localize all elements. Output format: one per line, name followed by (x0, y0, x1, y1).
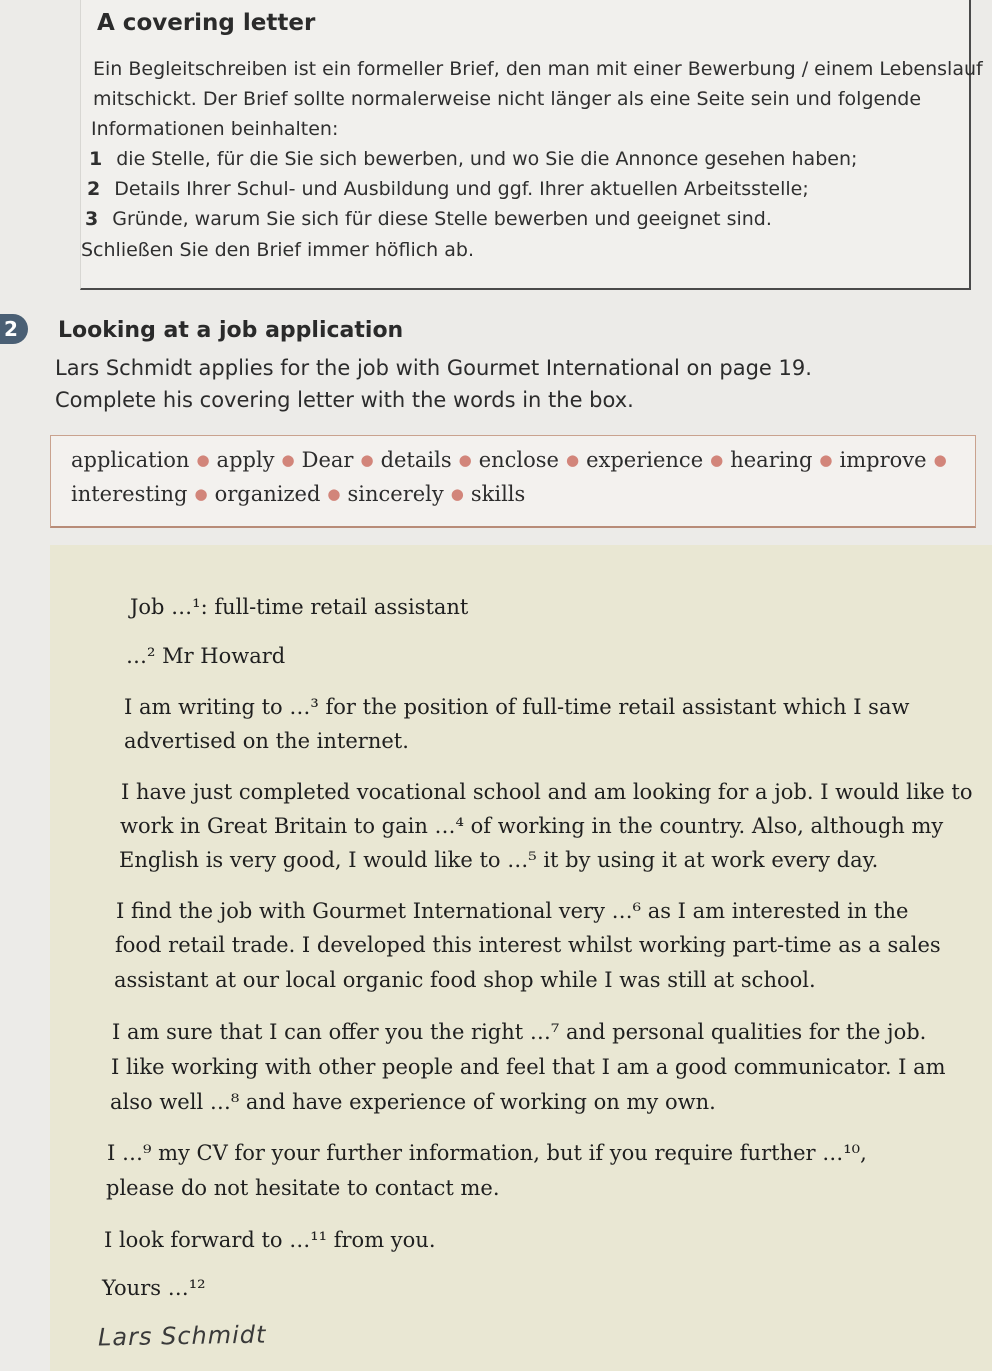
letter-sign-off: Yours …¹² (102, 1276, 206, 1300)
letter-paragraph-line: also well …⁸ and have experience of working on my own. (110, 1090, 716, 1114)
bullet-icon: ● (458, 451, 472, 469)
bullet-icon: ● (360, 451, 374, 469)
word-box (50, 435, 976, 528)
bullet-icon: ● (196, 451, 210, 469)
exercise-number-badge: 2 (0, 314, 28, 344)
exercise-instruction: Lars Schmidt applies for the job with Gourmet International on page 19. Complete his covering letter with the words in the box. (55, 356, 812, 412)
info-intro-line: Informationen beinhalten: (91, 118, 339, 140)
word-item: organized (214, 482, 321, 506)
info-item-number: 1 (89, 148, 103, 170)
word-item: interesting (71, 482, 188, 506)
letter-paragraph-line: food retail trade. I developed this interest whilst working part-time as a sales (115, 933, 941, 957)
info-intro-line: Ein Begleitschreiben ist ein formeller Brief, den man mit einer Bewerbung / einem Lebenslauf (93, 58, 983, 80)
letter-closing-line: I look forward to …¹¹ from you. (104, 1228, 436, 1252)
letter-paragraph-line: advertised on the internet. (124, 729, 409, 753)
letter-paragraph-line: please do not hesitate to contact me. (106, 1176, 500, 1200)
letter-paragraph-line: English is very good, I would like to …⁵ it by using it at work every day. (119, 848, 879, 872)
bullet-icon: ● (194, 485, 208, 503)
info-item-number: 3 (85, 208, 99, 230)
bullet-icon: ● (565, 451, 580, 469)
letter-salutation: …² Mr Howard (126, 644, 286, 668)
letter-paragraph-line: I am sure that I can offer you the right …⁷ and personal qualities for the job. (112, 1020, 927, 1044)
letter-paragraph-line: work in Great Britain to gain …⁴ of working in the country. Also, although my (120, 814, 944, 838)
bullet-icon: ● (933, 451, 947, 469)
letter-paragraph-line: I …⁹ my CV for your further information, but if you require further …¹⁰, (107, 1141, 867, 1165)
info-item-text: die Stelle, für die Sie sich bewerben, und wo Sie die Annonce gesehen haben; (116, 148, 858, 170)
info-item-1 (89, 148, 857, 170)
word-item: improve (839, 448, 927, 472)
info-item-text: Gründe, warum Sie sich für diese Stelle bewerben und geeignet sind. (112, 208, 772, 230)
bullet-icon: ● (281, 451, 295, 469)
bullet-icon: ● (327, 485, 341, 503)
bullet-icon: ● (710, 451, 724, 469)
word-item: enclose (478, 448, 559, 472)
exercise-title: Looking at a job application (58, 318, 404, 343)
letter-paragraph-line: I like working with other people and feel that I am a good communicator. I am (111, 1055, 946, 1079)
word-item: application (71, 448, 190, 472)
info-title: A covering letter (97, 10, 316, 36)
signature: Lars Schmidt (97, 1320, 267, 1352)
info-item-2 (87, 178, 809, 200)
letter-paragraph-line: I find the job with Gourmet International very …⁶ as I am interested in the (116, 899, 909, 923)
word-item: skills (470, 482, 526, 506)
info-item-number: 2 (87, 178, 101, 200)
info-item-text: Details Ihrer Schul- und Ausbildung und ggf. Ihrer aktuellen Arbeitsstelle; (114, 178, 809, 200)
bullet-icon: ● (450, 485, 464, 503)
info-closing: Schließen Sie den Brief immer höflich ab. (81, 239, 474, 261)
word-row-1 (71, 448, 954, 472)
word-row-2 (71, 482, 525, 506)
letter-paragraph-line: I am writing to …³ for the position of full-time retail assistant which I saw (124, 695, 910, 719)
word-item: details (380, 448, 452, 472)
word-item: sincerely (347, 482, 444, 506)
info-intro-line: mitschickt. Der Brief sollte normalerweise nicht länger als eine Seite sein und folgende (93, 88, 922, 110)
word-item: experience (586, 448, 704, 472)
letter-subject-line: Job …¹: full-time retail assistant (130, 595, 469, 619)
word-item: hearing (730, 448, 813, 472)
word-item: apply (216, 448, 275, 472)
info-box (80, 0, 983, 290)
bullet-icon: ● (819, 451, 833, 469)
word-item: Dear (301, 448, 354, 472)
info-item-3 (85, 208, 772, 230)
letter-paragraph-line: I have just completed vocational school and am looking for a job. I would like to (121, 780, 973, 804)
letter-paragraph-line: assistant at our local organic food shop while I was still at school. (114, 968, 816, 992)
